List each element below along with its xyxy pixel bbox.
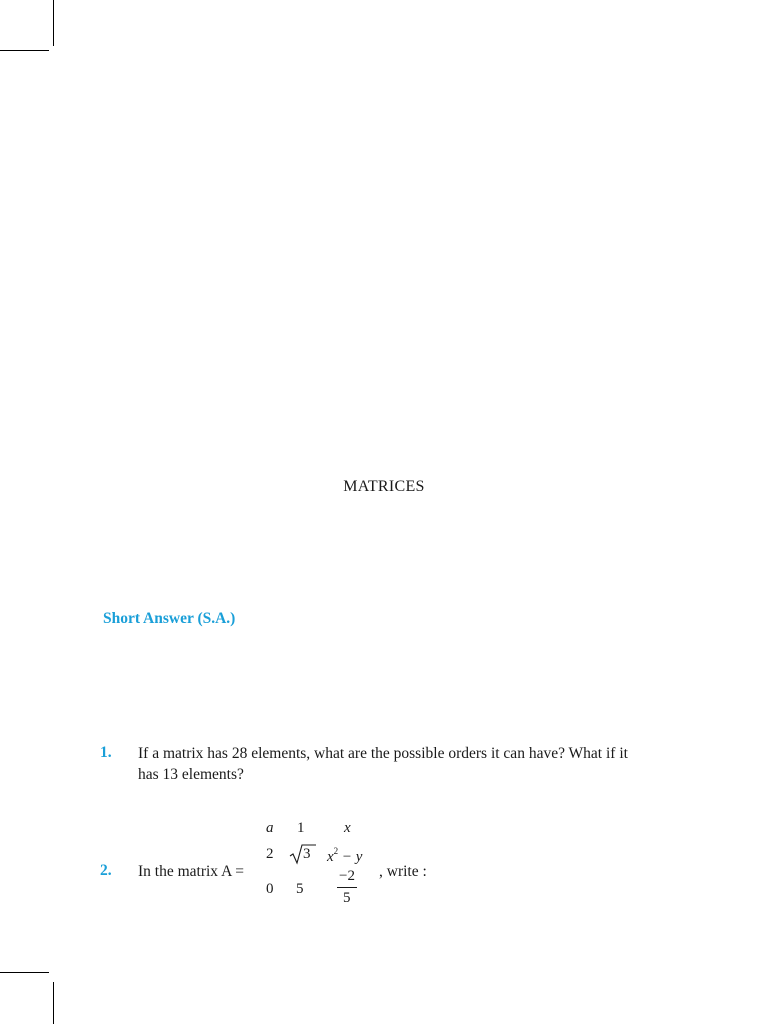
matrix-cell: 2 [266, 846, 274, 862]
fraction-denominator: 5 [343, 890, 351, 906]
variable: x [327, 849, 334, 865]
expression-rest: − y [341, 849, 363, 865]
crop-mark-top-horizontal [0, 50, 49, 51]
crop-mark-top-vertical [53, 0, 54, 46]
matrix-cell: x [344, 820, 351, 836]
matrix-cell [327, 846, 362, 866]
matrix-cell: 5 [296, 881, 304, 897]
question-number: 1. [100, 744, 112, 761]
fraction-numerator: −2 [339, 868, 355, 884]
matrix-cell: 0 [266, 881, 274, 897]
question-text-suffix: , write : [379, 863, 427, 880]
question-text-line: If a matrix has 28 elements, what are the possible orders it can have? What if it [138, 745, 628, 762]
question-text-prefix: In the matrix A = [138, 863, 245, 880]
matrix-cell: a [266, 820, 274, 836]
matrix-cell: 1 [297, 820, 305, 836]
crop-mark-bottom-horizontal [0, 972, 49, 973]
exponent: 2 [333, 846, 339, 856]
radicand: 3 [303, 846, 311, 862]
question-text-line: has 13 elements? [138, 766, 244, 783]
section-heading: Short Answer (S.A.) [103, 610, 236, 627]
fraction-bar [337, 887, 357, 888]
page-title: MATRICES [343, 478, 425, 495]
question-number: 2. [100, 862, 112, 879]
crop-mark-bottom-vertical [53, 982, 54, 1024]
